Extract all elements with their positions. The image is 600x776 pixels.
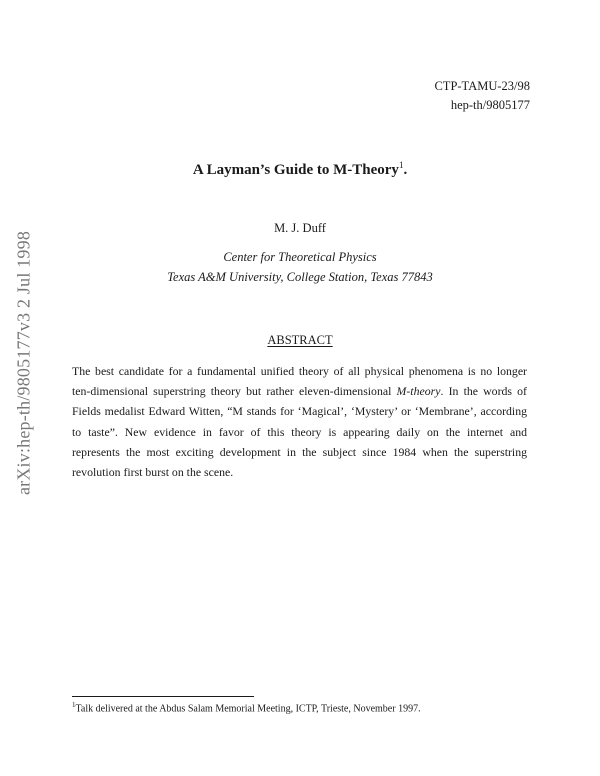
report-number: CTP-TAMU-23/98 <box>434 79 530 93</box>
footnote-rule <box>72 696 254 697</box>
abstract-heading-text: ABSTRACT <box>267 333 333 347</box>
title-footnote-mark: 1 <box>398 160 404 170</box>
abstract-line: represents the most exciting development in the subject since 1984 when the superstring <box>72 444 527 459</box>
author-name: M. J. Duff <box>274 221 326 235</box>
abstract-line: to taste”. New evidence in favor of this theory is appearing daily on the internet and <box>72 424 527 439</box>
footnote-mark: 1 <box>72 701 76 709</box>
arxiv-identifier: arXiv:hep-th/9805177v3 2 Jul 1998 <box>13 230 34 496</box>
footnote <box>72 701 421 714</box>
abstract-emphasis: M-theory <box>396 384 441 399</box>
affiliation-line-2: Texas A&M University, College Station, Texas 77843 <box>167 270 433 284</box>
abstract-line-part: ten-dimensional superstring theory but rather eleven-dimensional <box>72 384 392 399</box>
abstract-line: revolution first burst on the scene. <box>72 465 234 480</box>
affiliation-line-1: Center for Theoretical Physics <box>223 250 377 264</box>
eprint-number: hep-th/9805177 <box>450 98 530 112</box>
abstract-body <box>72 361 527 482</box>
abstract-line <box>72 381 527 401</box>
footnote-text: Talk delivered at the Abdus Salam Memorial Meeting, ICTP, Trieste, November 1997. <box>75 703 421 715</box>
paper-title <box>0 160 600 179</box>
abstract-line-part: . In the words of <box>440 384 527 399</box>
abstract-line: The best candidate for a fundamental unified theory of all physical phenomena is no longer <box>72 364 527 378</box>
abstract-heading <box>0 333 600 348</box>
title-text: A Layman’s Guide to M-Theory <box>192 162 399 178</box>
report-numbers <box>434 77 530 115</box>
title-period: . <box>403 162 408 178</box>
abstract-line: Fields medalist Edward Witten, “M stands for ‘Magical’, ‘Mystery’ or ‘Membrane’, according <box>72 404 527 419</box>
